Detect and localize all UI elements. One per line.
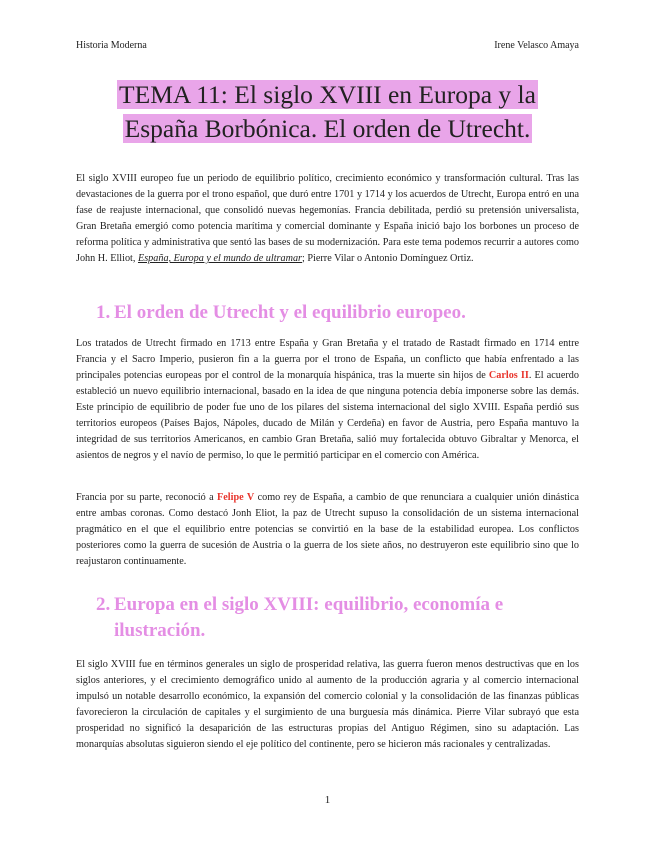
- section-2-title-line-1: Europa en el siglo XVIII: equilibrio, economía e: [114, 594, 504, 615]
- paragraph-text: Francia por su parte, reconoció a: [76, 492, 218, 503]
- intro-text-end: ; Pierre Vilar o Antonio Domínguez Ortiz.: [302, 253, 474, 264]
- section-2-number: 2.: [96, 594, 111, 615]
- title-line-1: TEMA 11: El siglo XVIII en Europa y la: [119, 80, 536, 109]
- name-highlight-felipe-v: Felipe V: [217, 492, 255, 503]
- name-highlight-carlos-ii: Carlos II: [488, 370, 529, 381]
- section-1-paragraph-2: [76, 490, 579, 570]
- section-2-paragraph-1: El siglo XVIII fue en términos generales un siglo de prosperidad relativa, las guerra fueron menos destructivas que en los siglos anteriores, y el crecimiento demográfico unido al aumento de la producción agraria y al comercio internacional impulsó un notable desarrollo económico, la expansión del comercio colonial y la consolidación de las finanzas públicas favorecieron la circulación de capitales y el surgimiento de una burguesía más dinámica. Pierre Vilar subrayó que esta prosperidad no significó la desaparición de las estructuras propias del Antiguo Régimen, sino su adaptación. Las monarquías absolutas siguieron siendo el eje político del continente, pero se hicieron más racionales y centralizadas.: [76, 659, 579, 750]
- paragraph-text: . El acuerdo estableció un nuevo equilibrio internacional, basado en la idea de que ninguna potencia debía imponerse sobre las demás. Este principio de equilibrio de poder fue uno de los pilares del sistema internacional del siglo XVIII. España perdió sus territorios europeos (Países Bajos, Nápoles, ducado de Milán y Cerdeña) en favor de Austria, pero España mantuvo la integridad de sus territorios Americanos, en cambio Gran Bretaña, salió muy fortalecida obtuvo Gibraltar y Menorca, el asientos de negros y el navío de permiso, lo que le permitió participar en el comercio con América.: [76, 370, 579, 461]
- intro-paragraph: [76, 171, 579, 267]
- section-1-number: 1.: [96, 302, 111, 323]
- paragraph-text: Los tratados de Utrecht firmado en 1713 entre España y Gran Bretaña y el tratado de Rastadt firmado en 1714 entre Francia y el Sacro Imperio, pusieron fin a la guerra por el trono de España, un conflicto que había enfrentado a las principales potencias europeas por el control de la monarquía hispánica, tras la muerte sin hijos de: [76, 338, 579, 381]
- document-title: [76, 78, 579, 146]
- intro-text: El siglo XVIII europeo fue un periodo de equilibrio político, crecimiento económico y transformación cultural. Tras las devastaciones de la guerra por el trono español, que duró entre 1701 y 1714 y los acuerdos de Utrecht, Europa entró en una fase de reajuste internacional, que consolidó nuevas hegemonías. Francia debilitada, perdió su pretensión universalista, Gran Bretaña emergió como potencia marítima y comercial dominante y España inició bajo los borbones un proceso de reforma política y administrativa que sentó las bases de su modernización. Para este tema podemos recurrir a autores como John H. Elliot,: [76, 173, 579, 264]
- page-number: 1: [324, 794, 331, 806]
- paragraph-text: como rey de España, a cambio de que renunciara a cualquier unión dinástica entre ambas coronas. Como destacó Jonh Eliot, la paz de Utrecht supuso la consolidación de un sistema internacional pragmático en el que el equilibrio entre potencias se convirtió en la base de la estabilidad europea. Los conflictos posteriores como la guerra de sucesión de Austria o la guerra de los siete años, no destruyeron este equilibrio sino que lo reajustaron continuamente.: [76, 492, 579, 567]
- book-title-link[interactable]: España, Europa y el mundo de ultramar: [137, 253, 303, 264]
- section-1-title: El orden de Utrecht y el equilibrio europeo.: [114, 302, 466, 323]
- header-author: Irene Velasco Amaya: [494, 40, 579, 51]
- section-2-title-line-2: ilustración.: [114, 620, 206, 641]
- title-line-2: España Borbónica. El orden de Utrecht.: [124, 114, 531, 143]
- section-1-heading: [96, 300, 579, 326]
- section-1-paragraph-1: [76, 336, 579, 464]
- header-course: Historia Moderna: [76, 40, 147, 51]
- section-2-heading: [96, 592, 579, 644]
